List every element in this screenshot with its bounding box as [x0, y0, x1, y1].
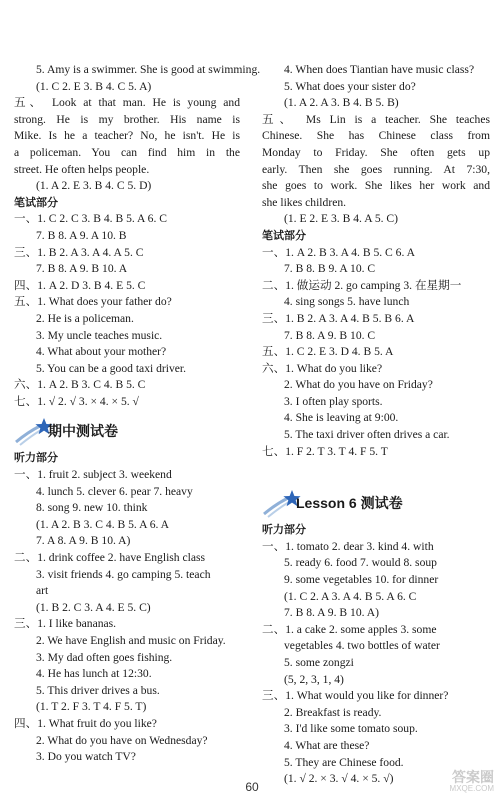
page-number: 60 — [245, 780, 259, 794]
answer-line: 3. I often play sports. — [284, 394, 383, 408]
answer-line: 5. You can be a good taxi driver. — [36, 361, 187, 375]
section-label: 笔试部分 — [262, 229, 306, 242]
answer-line: 4. She is leaving at 9:00. — [284, 411, 399, 425]
answer-line: (1. B 2. C 3. A 4. E 5. C) — [36, 600, 151, 614]
answer-line: (1. C 2. A 3. A 4. B 5. A 6. C — [284, 589, 417, 603]
answer-line: 2. What do you have on Friday? — [284, 378, 433, 392]
answer-line: art — [36, 584, 49, 598]
answer-line: 三、1. I like bananas. — [14, 617, 117, 631]
answer-line: 4. lunch 5. clever 6. pear 7. heavy — [36, 484, 193, 498]
answer-line: 一、1. tomato 2. dear 3. kind 4. with — [262, 539, 434, 553]
answer-line: street. He often helps people. — [14, 162, 150, 176]
answer-line: 一、1. fruit 2. subject 3. weekend — [14, 468, 172, 482]
answer-line: strong. He is my brother. His name is — [14, 112, 240, 126]
answer-line: 5. The taxi driver often drives a car. — [284, 428, 450, 442]
answer-line: 二、1. drink coffee 2. have English class — [14, 551, 206, 565]
left-column — [14, 62, 261, 766]
answer-line: she likes children. — [262, 195, 347, 209]
answer-line: 5. Amy is a swimmer. She is good at swimming. — [36, 63, 261, 76]
answer-line: Chinese. She has Chinese class from — [262, 129, 490, 143]
answer-line: 2. Breakfast is ready. — [284, 705, 382, 719]
answer-line: 二、1. a cake 2. some apples 3. some — [262, 622, 437, 636]
answer-line: Monday to Friday. She often gets up — [262, 145, 490, 159]
answer-line: 3. I'd like some tomato soup. — [284, 722, 418, 736]
lesson-6-test-heading — [262, 488, 490, 518]
left-top-answers — [14, 62, 261, 410]
answer-line: early. Then she goes running. At 7:30, — [262, 162, 490, 176]
answer-line: 5. They are Chinese food. — [284, 755, 404, 769]
answer-line: (1. A 2. B 3. C 4. B 5. A 6. A — [36, 517, 170, 531]
answer-line: 5. ready 6. food 7. would 8. soup — [284, 556, 437, 570]
answer-line: vegetables 4. two bottles of water — [284, 639, 440, 653]
watermark-logo — [420, 770, 494, 796]
answer-line: 7. B 8. A 9. B 10. C — [284, 328, 376, 342]
right-top-answers — [262, 62, 490, 460]
answer-line: (1. T 2. F 3. T 4. F 5. T) — [36, 700, 147, 714]
answer-line: 3. My uncle teaches music. — [36, 328, 163, 342]
answer-line: (1. A 2. E 3. B 4. C 5. D) — [36, 179, 152, 193]
answer-line: 8. song 9. new 10. think — [36, 501, 148, 515]
section-label: 笔试部分 — [14, 196, 58, 209]
answer-line: 4. What about your mother? — [36, 345, 167, 359]
answer-line: 一、1. C 2. C 3. B 4. B 5. A 6. C — [14, 212, 167, 226]
answer-line: (1. C 2. E 3. B 4. C 5. A) — [36, 79, 152, 93]
answer-line: 7. B 8. A 9. B 10. A — [36, 262, 128, 276]
answer-line: 2. What do you have on Wednesday? — [36, 733, 208, 747]
answer-line: 五、1. C 2. E 3. D 4. B 5. A — [262, 345, 394, 359]
answer-line: 5. What does your sister do? — [284, 79, 416, 93]
answer-line: 7. B 8. A 9. B 10. A) — [284, 606, 380, 620]
answer-line: 9. some vegetables 10. for dinner — [284, 573, 439, 587]
answer-line: 2. He is a policeman. — [36, 311, 134, 325]
answer-line: 3. Do you watch TV? — [36, 750, 136, 764]
answer-line: 7. B 8. A 9. A 10. B — [36, 228, 127, 242]
answer-line: 五、 Ms Lin is a teacher. She teaches — [262, 112, 490, 126]
answer-line: 三、1. B 2. A 3. A 4. A 5. C — [14, 245, 144, 259]
answer-line: 4. He has lunch at 12:30. — [36, 667, 152, 681]
answer-line: 7. A 8. A 9. B 10. A) — [36, 534, 131, 548]
answer-line: 2. We have English and music on Friday. — [36, 634, 226, 647]
section-label: 听力部分 — [262, 524, 306, 537]
answer-line: 5. some zongzi — [284, 656, 354, 669]
answer-line: 4. What are these? — [284, 738, 370, 752]
right-bottom-answers — [262, 522, 490, 788]
answer-line: 七、1. √ 2. √ 3. × 4. × 5. √ — [14, 394, 139, 408]
answer-line: 五、 Look at that man. He is young and — [14, 96, 240, 110]
left-bottom-answers — [14, 450, 240, 765]
section-label: 听力部分 — [14, 452, 58, 465]
answer-line: 四、1. What fruit do you like? — [14, 716, 157, 730]
answer-line: 三、1. What would you like for dinner? — [262, 689, 449, 703]
right-column — [262, 62, 490, 788]
answer-line: (1. E 2. E 3. B 4. A 5. C) — [284, 212, 399, 226]
answer-line: 七、1. F 2. T 3. T 4. F 5. T — [262, 444, 388, 458]
answer-line: (1. √ 2. × 3. √ 4. × 5. √) — [284, 772, 394, 786]
answer-line: (5, 2, 3, 1, 4) — [284, 672, 344, 686]
answer-line: 4. When does Tiantian have music class? — [284, 63, 475, 76]
answer-line: she goes to work. She likes her work and — [262, 179, 490, 193]
answer-line: 7. B 8. B 9. A 10. C — [284, 262, 376, 276]
answer-line: 一、1. A 2. B 3. A 4. B 5. C 6. A — [262, 245, 415, 259]
answer-line: (1. A 2. A 3. B 4. B 5. B) — [284, 96, 399, 110]
answer-line: 五、1. What does your father do? — [14, 295, 172, 309]
answer-line: 三、1. B 2. A 3. A 4. B 5. B 6. A — [262, 311, 415, 325]
watermark-sub: MXQE.COM — [449, 784, 494, 793]
answer-line: 5. This driver drives a bus. — [36, 683, 160, 697]
answer-line: 二、1. 做运动 2. go camping 3. 在星期一 — [262, 278, 462, 292]
midterm-test-title: 期中测试卷 — [48, 423, 118, 440]
answer-line: 4. sing songs 5. have lunch — [284, 295, 410, 309]
answer-line: 六、1. What do you like? — [262, 361, 383, 375]
watermark-main: 答案圈 — [452, 769, 494, 785]
answer-line: a policeman. You can find him in the — [14, 145, 240, 159]
answer-line: Mike. Is he a teacher? No, he isn't. He is — [14, 129, 240, 143]
answer-line: 3. My dad often goes fishing. — [36, 650, 173, 664]
answer-line: 3. visit friends 4. go camping 5. teach — [36, 567, 211, 581]
answer-line: 六、1. A 2. B 3. C 4. B 5. C — [14, 378, 146, 392]
lesson-6-test-title: Lesson 6 测试卷 — [296, 495, 403, 512]
answer-line: 四、1. A 2. D 3. B 4. E 5. C — [14, 278, 146, 292]
midterm-test-heading — [14, 416, 240, 446]
